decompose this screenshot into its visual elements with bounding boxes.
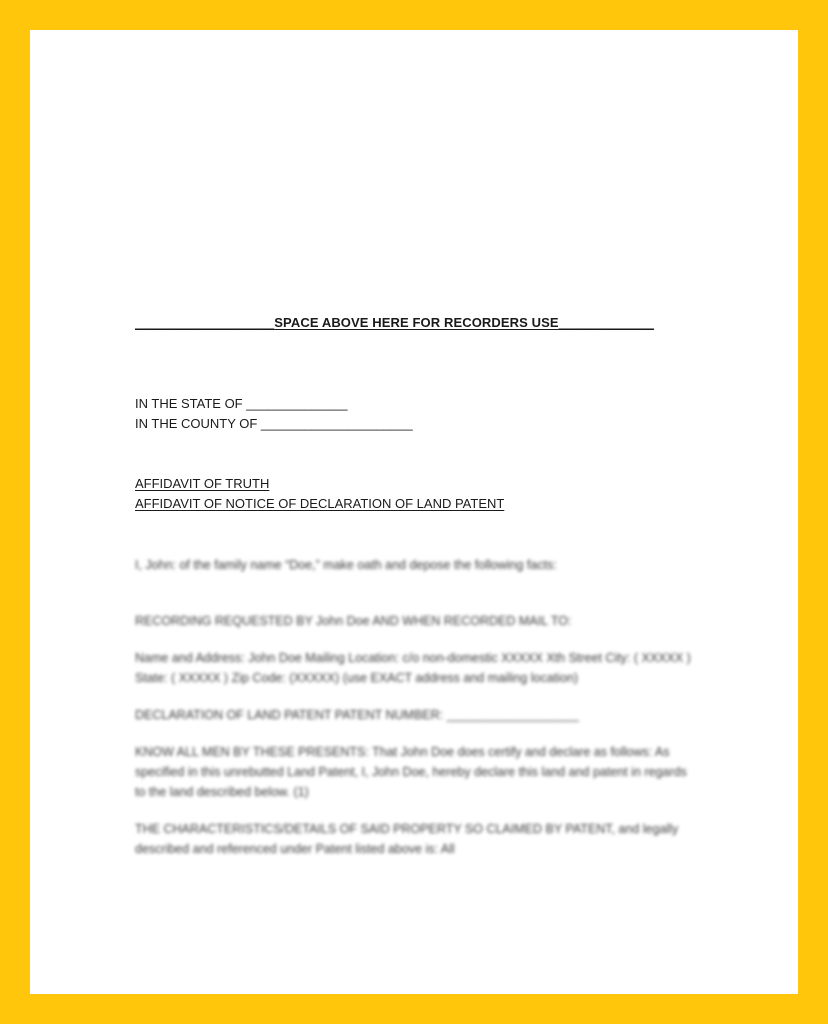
recorder-header: [135, 315, 695, 330]
recorder-header-text: SPACE ABOVE HERE FOR RECORDERS USE: [274, 315, 559, 330]
affidavit-titles: [135, 474, 695, 514]
blurred-body: [135, 555, 695, 859]
recorder-trail-blank: _____________: [558, 315, 654, 330]
characteristics-paragraph: THE CHARACTERISTICS/DETAILS OF SAID PROPERTY SO CLAIMED BY PATENT, and legally described and referenced under Patent listed above is: All: [135, 822, 679, 856]
recorder-lead-blank: ___________________: [135, 315, 275, 330]
state-line: IN THE STATE OF ______________: [135, 396, 348, 411]
title-affidavit-of-truth: AFFIDAVIT OF TRUTH: [135, 476, 270, 491]
declaration-number-paragraph: DECLARATION OF LAND PATENT PATENT NUMBER: ___________________: [135, 708, 579, 722]
know-all-men-paragraph: KNOW ALL MEN BY THESE PRESENTS: That John Doe does certify and declare as follows: As specified in this unrebutted Land Patent, I, John Doe, hereby declare this land and patent in regards to the land described below. (1): [135, 745, 687, 799]
county-line: IN THE COUNTY OF _____________________: [135, 416, 413, 431]
jurisdiction-block: [135, 394, 695, 434]
title-land-patent: AFFIDAVIT OF NOTICE OF DECLARATION OF LAND PATENT: [135, 496, 505, 511]
name-address-paragraph: Name and Address: John Doe Mailing Location: c/o non-domestic XXXXX Xth Street City: ( XXXXX ) State: ( XXXXX ) Zip Code: (XXXXX) (use EXACT address and mailing location): [135, 651, 691, 685]
recording-requested-paragraph: RECORDING REQUESTED BY John Doe AND WHEN RECORDED MAIL TO:: [135, 614, 572, 628]
document-page: [30, 30, 798, 994]
intro-paragraph: I, John: of the family name “Doe,” make oath and depose the following facts:: [135, 558, 557, 572]
